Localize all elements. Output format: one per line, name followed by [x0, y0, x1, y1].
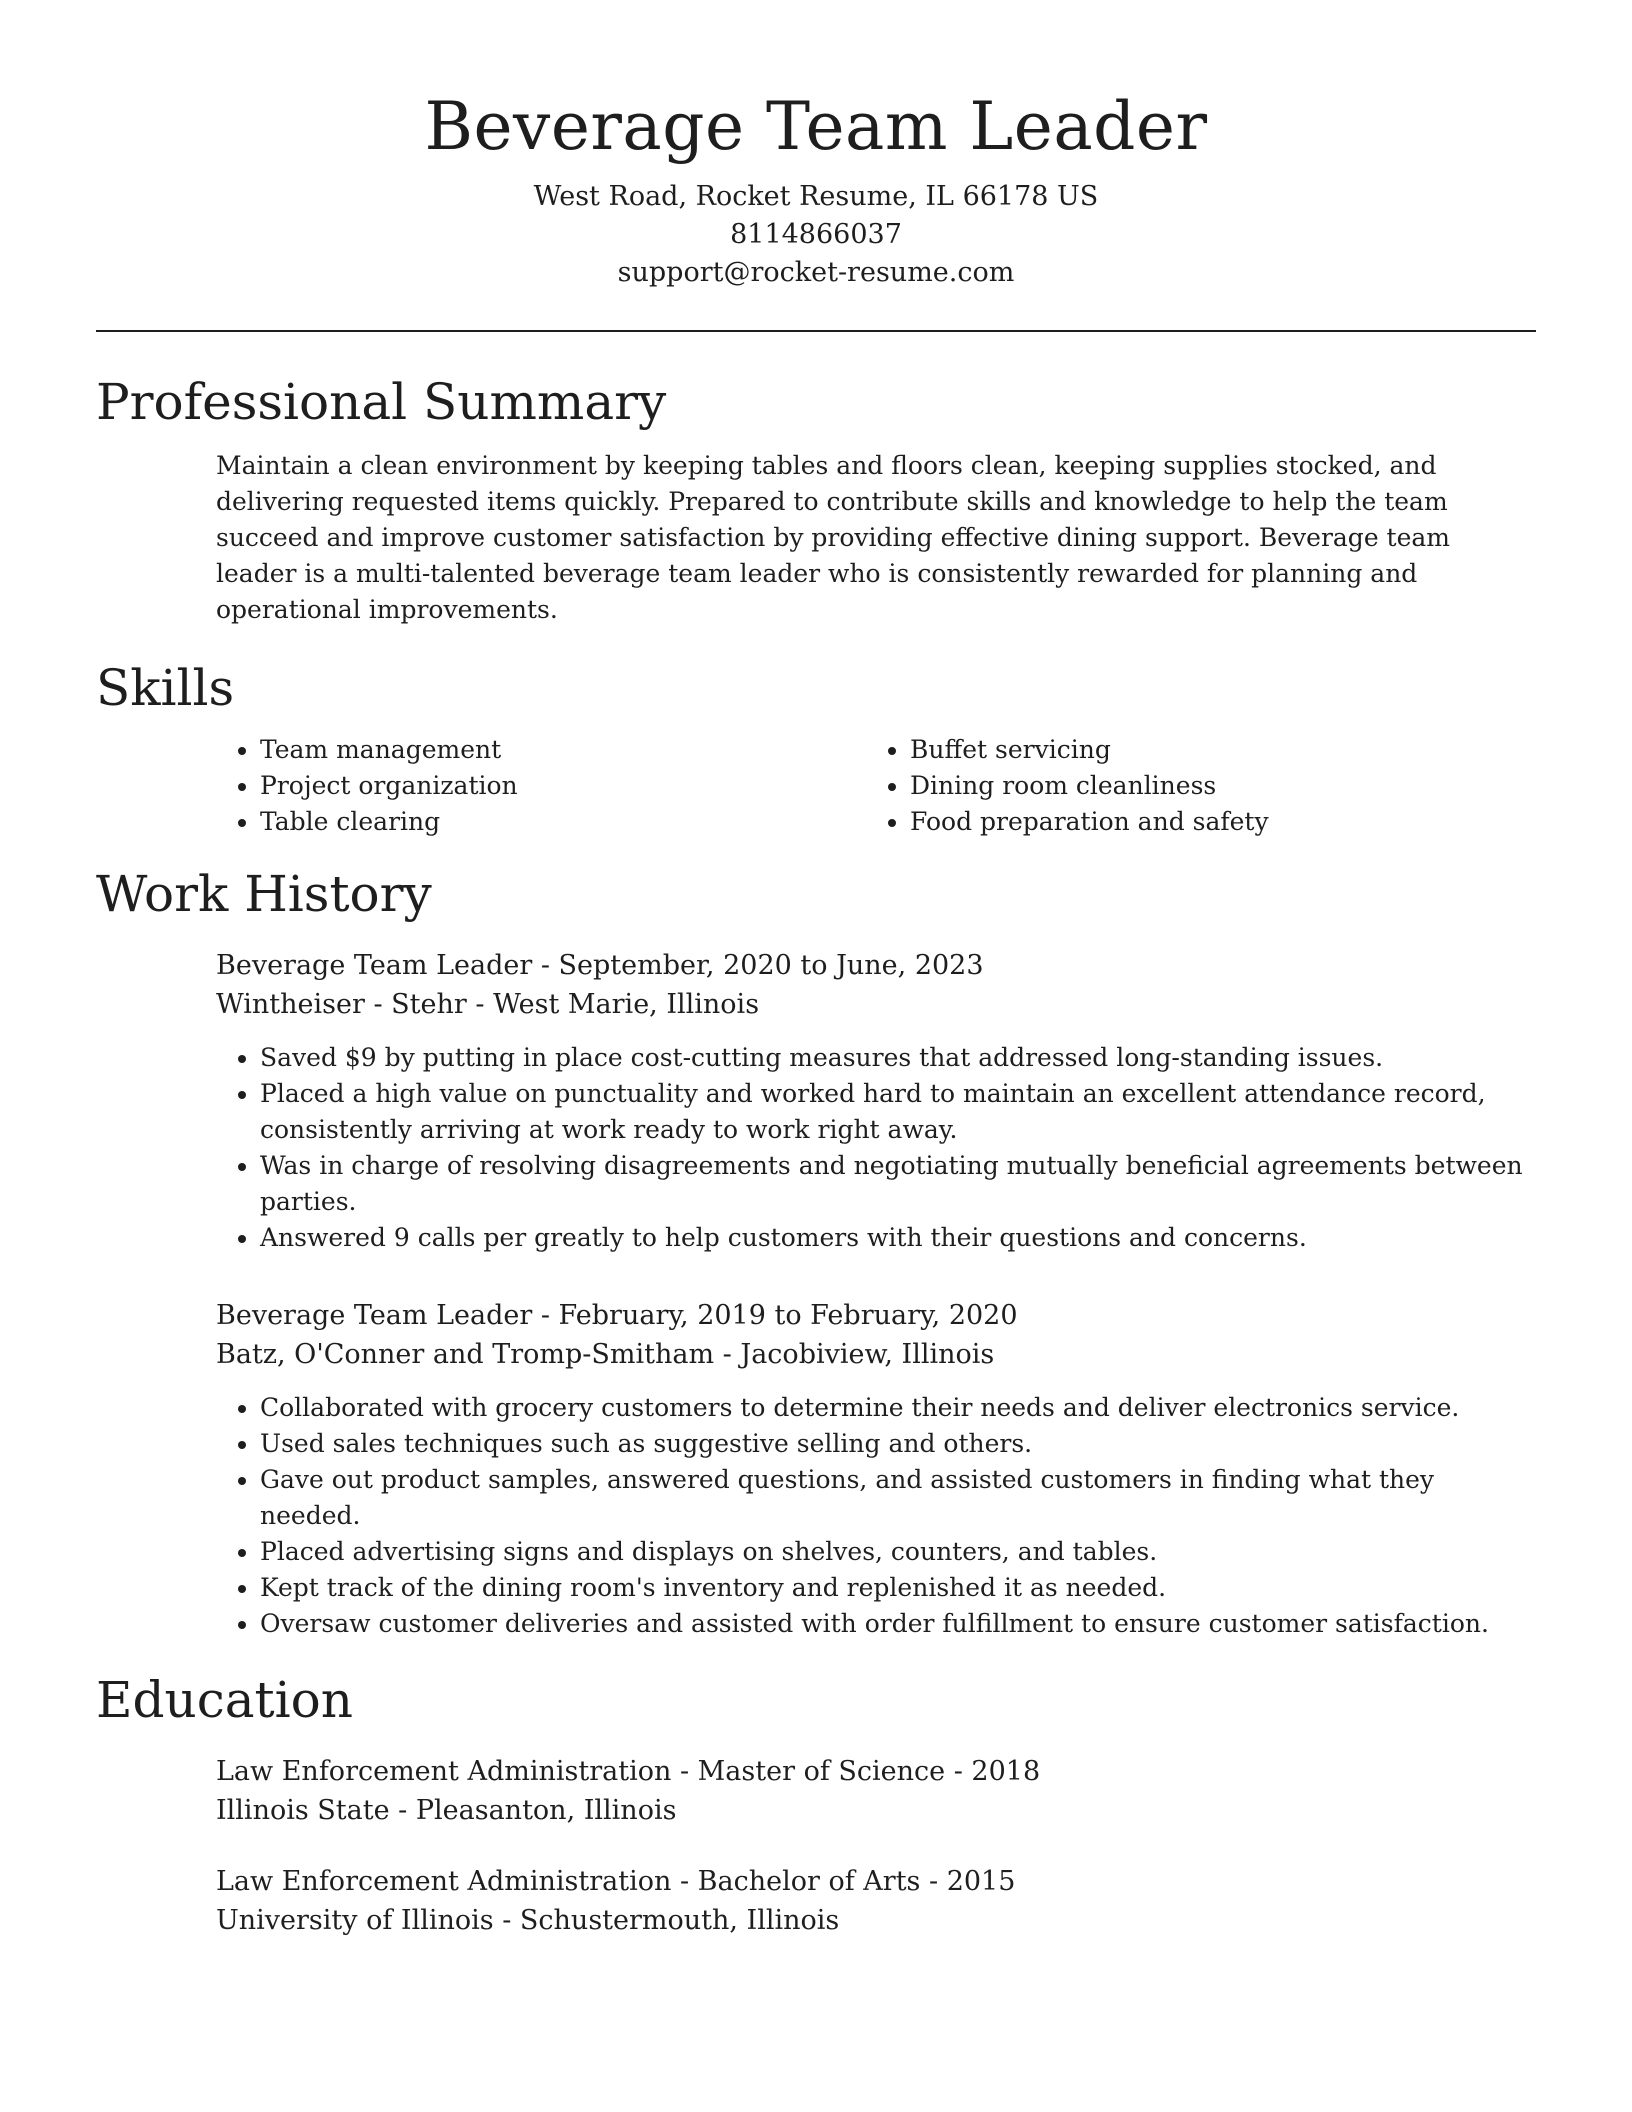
section-title-education: Education: [96, 1671, 353, 1729]
work-history-section: [96, 862, 1536, 1642]
skills-column-right: [866, 732, 1516, 840]
contact-info: [96, 178, 1536, 292]
skills-section: [96, 656, 1536, 840]
job-bullet: • Was in charge of resolving disagreements and negotiating mutually beneficial agreements between parties.: [260, 1148, 1536, 1220]
skill-item: • Dining room cleanliness: [910, 768, 1516, 804]
section-title-summary: Professional Summary: [96, 373, 667, 431]
professional-summary-section: [96, 370, 1536, 628]
job-entry: [96, 1296, 1536, 1642]
job-company-location: Wintheiser - Stehr - West Marie, Illinois: [216, 989, 760, 1020]
phone-number: 8114866037: [730, 219, 902, 250]
address: West Road, Rocket Resume, IL 66178 US: [533, 181, 1099, 212]
skills-column-left: [216, 732, 866, 840]
job-bullets: [216, 1390, 1536, 1642]
job-bullet: • Kept track of the dining room's inventory and replenished it as needed.: [260, 1570, 1536, 1606]
section-title-skills: Skills: [96, 659, 235, 717]
education-entry: [96, 1862, 1536, 1940]
summary-text: Maintain a clean environment by keeping tables and floors clean, keeping supplies stocked, and delivering requested items quickly. Prepared to contribute skills and knowledge to help the team succeed and improve customer satisfaction by providing effective dining support. Beverage team leader is a multi-talented beverage team leader who is consistently rewarded for planning and operational improvements.: [216, 451, 1451, 624]
job-bullet: • Oversaw customer deliveries and assisted with order fulfillment to ensure customer satisfaction.: [260, 1606, 1536, 1642]
resume-header: [96, 0, 1536, 292]
job-entry: [96, 946, 1536, 1256]
school-line: Illinois State - Pleasanton, Illinois: [216, 1795, 677, 1826]
job-bullet: • Answered 9 calls per greatly to help customers with their questions and concerns.: [260, 1220, 1536, 1256]
degree-line: Law Enforcement Administration - Master of Science - 2018: [216, 1756, 1041, 1787]
section-title-work: Work History: [96, 865, 432, 923]
education-entry: [96, 1752, 1536, 1830]
job-role-dates: Beverage Team Leader - February, 2019 to February, 2020: [216, 1300, 1018, 1331]
skill-item: • Food preparation and safety: [910, 804, 1516, 840]
school-line: University of Illinois - Schustermouth, Illinois: [216, 1905, 840, 1936]
skill-item: • Table clearing: [260, 804, 866, 840]
job-bullet: • Placed a high value on punctuality and worked hard to maintain an excellent attendance record, consistently arriving at work ready to work right away.: [260, 1076, 1536, 1148]
job-bullet: • Placed advertising signs and displays on shelves, counters, and tables.: [260, 1534, 1536, 1570]
email-address: support@rocket-resume.com: [617, 257, 1015, 288]
job-bullet: • Saved $9 by putting in place cost-cutting measures that addressed long-standing issues.: [260, 1040, 1536, 1076]
job-company-location: Batz, O'Conner and Tromp-Smitham - Jacobiview, Illinois: [216, 1339, 995, 1370]
job-bullet: • Collaborated with grocery customers to determine their needs and deliver electronics service.: [260, 1390, 1536, 1426]
skill-item: • Team management: [260, 732, 866, 768]
candidate-name: Beverage Team Leader: [424, 88, 1208, 165]
skills-grid: [96, 732, 1536, 840]
header-divider: [96, 330, 1536, 332]
skill-item: • Project organization: [260, 768, 866, 804]
degree-line: Law Enforcement Administration - Bachelor of Arts - 2015: [216, 1866, 1016, 1897]
job-role-dates: Beverage Team Leader - September, 2020 to June, 2023: [216, 950, 984, 981]
skill-item: • Buffet servicing: [910, 732, 1516, 768]
education-section: [96, 1668, 1536, 1940]
job-bullets: [216, 1040, 1536, 1256]
job-bullet: • Used sales techniques such as suggestive selling and others.: [260, 1426, 1536, 1462]
job-bullet: • Gave out product samples, answered questions, and assisted customers in finding what they needed.: [260, 1462, 1536, 1534]
